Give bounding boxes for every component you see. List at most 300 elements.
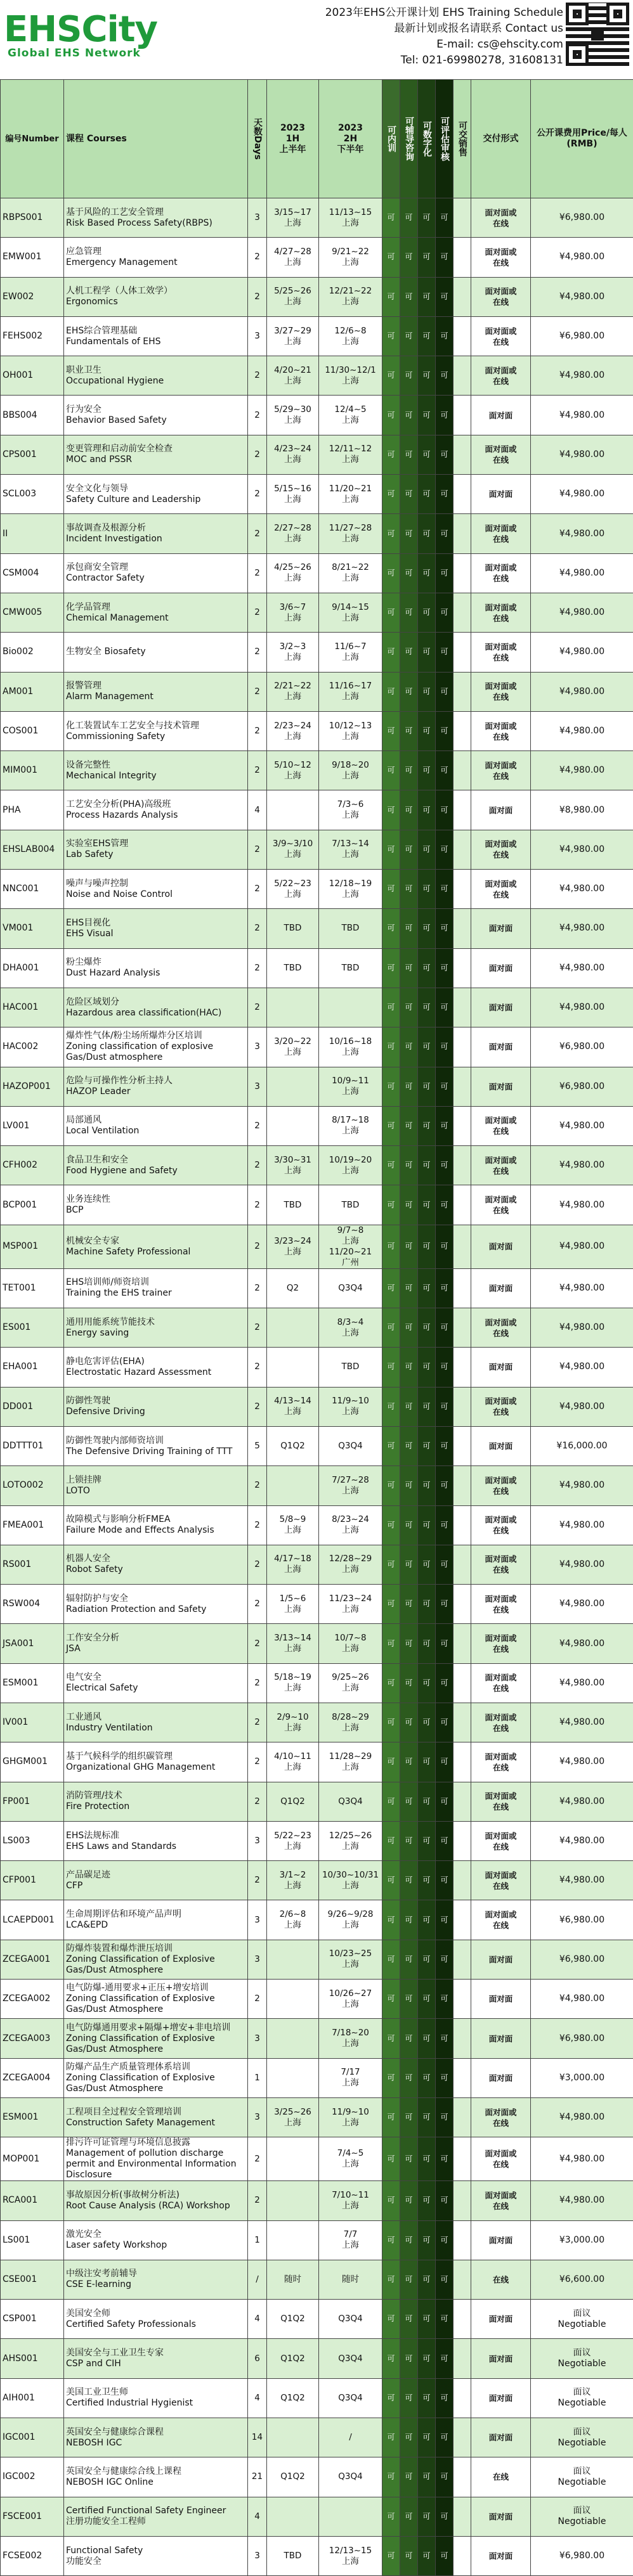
cell-line: 上海	[321, 771, 380, 782]
course-1h-date	[267, 435, 319, 474]
delivery-format	[471, 2220, 531, 2260]
service-flag: 可	[436, 1466, 454, 1505]
cell-line: 面议	[533, 2387, 631, 2398]
service-flag: 可	[400, 1703, 418, 1742]
cell-line: 面议	[533, 2466, 631, 2477]
cell-line: 上海	[269, 1644, 316, 1654]
cell-line: 上海	[321, 1407, 380, 1417]
course-name-en: Certified Safety Professionals	[66, 2319, 245, 2330]
exchange-flag	[454, 1703, 471, 1742]
service-flag: 可	[436, 2058, 454, 2097]
course-2h-date	[319, 514, 382, 553]
table-row	[1, 2536, 633, 2575]
course-2h-date	[319, 1268, 382, 1308]
course-2h-date	[319, 2536, 382, 2575]
cell-line: 12/13~15	[321, 2546, 380, 2556]
cell-line: 在线	[473, 849, 528, 860]
course-1h-date	[267, 2019, 319, 2058]
course-name-cn: 防爆炸装置和爆炸泄压培训	[66, 1943, 245, 1954]
course-2h-date	[319, 1663, 382, 1703]
service-flag: 可	[382, 751, 400, 790]
course-fee	[531, 356, 633, 396]
cell-line: 上海	[269, 297, 316, 307]
course-name	[64, 1980, 248, 2019]
cell-line: ¥4,980.00	[533, 884, 631, 894]
course-fee	[531, 2097, 633, 2137]
service-flag: 可	[418, 1466, 436, 1505]
service-flag: 可	[382, 2019, 400, 2058]
course-code: EHA001	[1, 1348, 64, 1387]
exchange-flag	[454, 633, 471, 672]
table-row	[1, 1225, 633, 1268]
exchange-flag	[454, 1545, 471, 1584]
course-1h-date	[267, 1067, 319, 1106]
cell-line: 10/23~25	[321, 1948, 380, 1959]
cell-line: 面对面	[473, 805, 528, 816]
cell-line: 面对面	[473, 2314, 528, 2324]
delivery-format	[471, 514, 531, 553]
course-name	[64, 593, 248, 632]
course-name	[64, 435, 248, 474]
course-days: 4	[248, 2497, 267, 2536]
contact-tel: Tel: 021-69980278, 31608131	[325, 53, 563, 68]
cell-line: 4/13~14	[269, 1396, 316, 1407]
course-fee	[531, 1703, 633, 1742]
service-flag: 可	[382, 1900, 400, 1940]
cell-line: 上海	[321, 1525, 380, 1536]
service-flag: 可	[418, 435, 436, 474]
h1-year: 2023	[269, 123, 316, 134]
course-2h-date	[319, 1185, 382, 1225]
delivery-format	[471, 1940, 531, 1979]
course-days: 3	[248, 1940, 267, 1979]
course-1h-date	[267, 790, 319, 830]
service-flag: 可	[382, 514, 400, 553]
course-days: 2	[248, 514, 267, 553]
course-fee	[531, 2019, 633, 2058]
course-name	[64, 2300, 248, 2339]
cell-line: 上海	[321, 1881, 380, 1891]
course-name	[64, 2260, 248, 2299]
course-2h-date	[319, 1505, 382, 1545]
delivery-format	[471, 553, 531, 593]
service-flag: 可	[382, 1308, 400, 1348]
course-2h-date	[319, 1106, 382, 1145]
table-row	[1, 396, 633, 435]
service-flag: 可	[436, 2378, 454, 2418]
course-fee	[531, 2260, 633, 2299]
course-days: 2	[248, 1663, 267, 1703]
course-2h-date	[319, 1782, 382, 1821]
course-name-en: Failure Mode and Effects Analysis	[66, 1525, 245, 1536]
service-flag: 可	[400, 633, 418, 672]
table-row	[1, 238, 633, 277]
table-row	[1, 1146, 633, 1185]
cell-line: 1/5~6	[269, 1594, 316, 1604]
service-flag: 可	[418, 316, 436, 356]
cell-line: ¥4,980.00	[533, 963, 631, 974]
exchange-flag	[454, 1585, 471, 1624]
cell-line: 在线	[473, 1723, 528, 1734]
course-name-cn: 防御性驾驶	[66, 1396, 245, 1407]
course-1h-date	[267, 1703, 319, 1742]
course-days: 2	[248, 356, 267, 396]
service-flag: 可	[418, 1980, 436, 2019]
cell-line: 上海	[321, 1328, 380, 1339]
course-name-cn: EHS综合管理基础	[66, 326, 245, 337]
service-flag: 可	[400, 1106, 418, 1145]
cell-line: Q3Q4	[321, 2354, 380, 2364]
service-flag: 可	[382, 553, 400, 593]
course-days: 3	[248, 316, 267, 356]
service-flag: 可	[418, 1861, 436, 1900]
cell-line: 面对面	[473, 1081, 528, 1092]
service-flag: 可	[382, 1027, 400, 1067]
exchange-flag	[454, 1106, 471, 1145]
table-row	[1, 1027, 633, 1067]
table-row	[1, 2058, 633, 2097]
course-1h-date	[267, 593, 319, 632]
exchange-flag	[454, 593, 471, 632]
service-flag: 可	[382, 396, 400, 435]
exchange-flag	[454, 1027, 471, 1067]
cell-line: 面对面或	[473, 1909, 528, 1920]
cell-line: 在线	[473, 1841, 528, 1852]
service-flag: 可	[400, 1146, 418, 1185]
cell-line: 上海	[321, 2038, 380, 2049]
course-code: CFH002	[1, 1146, 64, 1185]
cell-line: 上海	[321, 1047, 380, 1058]
course-1h-date	[267, 1466, 319, 1505]
service-flag: 可	[382, 475, 400, 514]
course-name-cn: 人机工程学（人体工效学）	[66, 286, 245, 297]
service-flag: 可	[436, 1742, 454, 1782]
cell-line: 面对面或	[473, 562, 528, 573]
delivery-format	[471, 1387, 531, 1426]
service-flag: 可	[418, 672, 436, 711]
course-days: 2	[248, 553, 267, 593]
course-fee	[531, 553, 633, 593]
cell-line: 上海	[269, 1407, 316, 1417]
col-header-days: 天数Days	[248, 80, 267, 198]
table-row	[1, 711, 633, 750]
course-1h-date	[267, 514, 319, 553]
service-flag: 可	[400, 2418, 418, 2457]
course-fee	[531, 198, 633, 238]
service-flag: 可	[400, 1585, 418, 1624]
course-1h-date	[267, 1624, 319, 1663]
schedule-table	[0, 79, 633, 2576]
course-code: TET001	[1, 1268, 64, 1308]
course-days: 2	[248, 1505, 267, 1545]
service-flag: 可	[418, 751, 436, 790]
course-code: ZCEGA002	[1, 1980, 64, 2019]
service-flag: 可	[418, 2181, 436, 2220]
cell-line: 3/13~14	[269, 1633, 316, 1644]
cell-line: ¥4,980.00	[533, 1200, 631, 1211]
cell-line: 面议	[533, 2427, 631, 2438]
service-flag: 可	[382, 1624, 400, 1663]
course-name-cn: 危险与可操作性分析主持人	[66, 1076, 245, 1086]
course-fee	[531, 238, 633, 277]
cell-line: 面对面或	[473, 1514, 528, 1525]
cell-line: 上海	[321, 889, 380, 900]
course-days: 2	[248, 909, 267, 948]
course-name	[64, 790, 248, 830]
cell-line: 面对面	[473, 2033, 528, 2044]
course-name-cn: 事故调查及根源分析	[66, 523, 245, 534]
table-row	[1, 2339, 633, 2378]
course-1h-date	[267, 1545, 319, 1584]
service-flag: 可	[400, 356, 418, 396]
service-flag: 可	[436, 1782, 454, 1821]
course-name	[64, 475, 248, 514]
course-fee	[531, 1980, 633, 2019]
table-row	[1, 198, 633, 238]
cell-line: 9/14~15	[321, 602, 380, 613]
course-code: MIM001	[1, 751, 64, 790]
service-flag: 可	[418, 1027, 436, 1067]
exchange-flag	[454, 1185, 471, 1225]
course-name	[64, 672, 248, 711]
table-row	[1, 1980, 633, 2019]
cell-line: 面对面或	[473, 1594, 528, 1604]
course-name	[64, 751, 248, 790]
service-flag: 可	[382, 1387, 400, 1426]
cell-line: 5/22~23	[269, 1831, 316, 1841]
course-fee	[531, 1861, 633, 1900]
course-2h-date	[319, 1703, 382, 1742]
cell-line: 上海	[321, 1166, 380, 1176]
course-name-cn: 应急管理	[66, 247, 245, 257]
cell-line: 面对面或	[473, 602, 528, 613]
delivery-format	[471, 1980, 531, 2019]
delivery-format	[471, 2058, 531, 2097]
course-days: 2	[248, 1387, 267, 1426]
delivery-format	[471, 1027, 531, 1067]
table-row	[1, 1387, 633, 1426]
service-flag: 可	[436, 2019, 454, 2058]
course-2h-date	[319, 2181, 382, 2220]
service-flag: 可	[418, 2300, 436, 2339]
table-row	[1, 277, 633, 316]
cell-line: 11/28~29	[321, 1751, 380, 1762]
course-2h-date	[319, 1900, 382, 1940]
course-2h-date	[319, 1027, 382, 1067]
cell-line: 8/3~4	[321, 1317, 380, 1328]
course-1h-date	[267, 2220, 319, 2260]
course-code: FMEA001	[1, 1505, 64, 1545]
service-flag: 可	[400, 1027, 418, 1067]
cell-line: 上海	[269, 1604, 316, 1615]
course-days: 2	[248, 1624, 267, 1663]
course-fee	[531, 593, 633, 632]
course-2h-date	[319, 790, 382, 830]
cell-line: 2/23~24	[269, 721, 316, 731]
service-flag: 可	[400, 2058, 418, 2097]
course-name	[64, 633, 248, 672]
course-code: JSA001	[1, 1624, 64, 1663]
cell-line: 在线	[473, 573, 528, 584]
service-flag: 可	[436, 514, 454, 553]
course-fee	[531, 1225, 633, 1268]
service-flag: 可	[418, 1268, 436, 1308]
course-days: 4	[248, 2300, 267, 2339]
page-header	[0, 0, 633, 79]
course-code: LCAEPD001	[1, 1900, 64, 1940]
delivery-format	[471, 2536, 531, 2575]
cell-line: 在线	[473, 1920, 528, 1931]
course-fee	[531, 2137, 633, 2181]
course-fee	[531, 1900, 633, 1940]
cell-line: 在线	[473, 2274, 528, 2285]
cell-line: 上海	[321, 454, 380, 465]
course-fee	[531, 2220, 633, 2260]
cell-line: ¥4,980.00	[533, 1717, 631, 1728]
service-flag: 可	[400, 1821, 418, 1860]
service-flag: 可	[418, 277, 436, 316]
table-row	[1, 553, 633, 593]
course-1h-date	[267, 2339, 319, 2378]
service-flag: 可	[382, 2497, 400, 2536]
service-flag: 可	[418, 1624, 436, 1663]
course-code: LV001	[1, 1106, 64, 1145]
course-1h-date	[267, 948, 319, 988]
cell-line: 上海	[321, 297, 380, 307]
course-name	[64, 1545, 248, 1584]
service-flag: 可	[382, 1703, 400, 1742]
delivery-format	[471, 1426, 531, 1465]
course-name	[64, 356, 248, 396]
service-flag: 可	[436, 633, 454, 672]
course-name	[64, 198, 248, 238]
service-flag: 可	[400, 870, 418, 909]
course-name-cn: 化学品管理	[66, 602, 245, 613]
cell-line: 上海	[321, 2201, 380, 2212]
cell-line: 在线	[473, 1604, 528, 1615]
service-flag: 可	[418, 1742, 436, 1782]
cell-line: 上海	[321, 849, 380, 860]
course-name	[64, 870, 248, 909]
course-2h-date	[319, 2097, 382, 2137]
service-flag: 可	[400, 1268, 418, 1308]
exchange-flag	[454, 316, 471, 356]
service-flag: 可	[436, 396, 454, 435]
cell-line: 面对面或	[473, 1554, 528, 1564]
table-row	[1, 988, 633, 1027]
course-days: 4	[248, 790, 267, 830]
delivery-format	[471, 1861, 531, 1900]
cell-line: Q2	[269, 1283, 316, 1294]
cell-line: Q1Q2	[269, 2471, 316, 2482]
course-days: 3	[248, 2019, 267, 2058]
service-flag: 可	[382, 1980, 400, 2019]
exchange-flag	[454, 2058, 471, 2097]
course-2h-date	[319, 830, 382, 869]
course-code: ESM001	[1, 1663, 64, 1703]
cell-line: 上海	[269, 652, 316, 663]
delivery-format	[471, 1466, 531, 1505]
course-code: BBS004	[1, 396, 64, 435]
cell-line: 上海	[269, 415, 316, 426]
cell-line: 11/16~17	[321, 681, 380, 692]
cell-line: ¥4,980.00	[533, 489, 631, 499]
service-flag: 可	[436, 870, 454, 909]
cell-line: 上海	[321, 1126, 380, 1137]
exchange-flag	[454, 1466, 471, 1505]
cell-line: Q1Q2	[269, 2393, 316, 2404]
course-code: CPS001	[1, 435, 64, 474]
table-row	[1, 672, 633, 711]
cell-line: TBD	[321, 923, 380, 934]
course-2h-date	[319, 1980, 382, 2019]
ehscity-logo: EHSCity	[4, 9, 157, 50]
cell-line: 面对面	[473, 489, 528, 499]
cell-line: 在线	[473, 1762, 528, 1773]
delivery-format	[471, 1663, 531, 1703]
cell-line: 在线	[473, 1486, 528, 1497]
cell-line: 上海	[321, 810, 380, 821]
cell-line: 在线	[473, 692, 528, 702]
cell-line: 上海	[321, 1486, 380, 1497]
service-flag: 可	[400, 2220, 418, 2260]
course-code: ZCEGA001	[1, 1940, 64, 1979]
h1-label: 1H	[269, 134, 316, 145]
service-flag: 可	[382, 790, 400, 830]
service-flag: 可	[436, 711, 454, 750]
delivery-format	[471, 1585, 531, 1624]
cell-line: Q3Q4	[321, 1796, 380, 1807]
delivery-format	[471, 1742, 531, 1782]
course-fee	[531, 672, 633, 711]
course-name-en: Construction Safety Management	[66, 2118, 245, 2128]
course-days: 2	[248, 1782, 267, 1821]
course-name-cn: 电气防爆通用要求+隔爆+增安+非电培训	[66, 2023, 245, 2033]
delivery-format	[471, 2418, 531, 2457]
service-flag: 可	[436, 238, 454, 277]
delivery-format	[471, 1185, 531, 1225]
cell-line: 面对面或	[473, 1317, 528, 1328]
course-name-cn: 事故原因分析(事故树分析法)	[66, 2190, 245, 2201]
service-flag: 可	[436, 1663, 454, 1703]
service-flag: 可	[382, 2418, 400, 2457]
course-2h-date	[319, 909, 382, 948]
cell-line: 面对面或	[473, 1672, 528, 1683]
cell-line: 上海	[269, 1841, 316, 1852]
course-2h-date	[319, 277, 382, 316]
course-fee	[531, 1742, 633, 1782]
course-days: 2	[248, 238, 267, 277]
table-row	[1, 1624, 633, 1663]
service-flag: 可	[418, 1940, 436, 1979]
service-flag: 可	[400, 790, 418, 830]
cell-line: ¥4,980.00	[533, 1002, 631, 1013]
course-2h-date	[319, 2378, 382, 2418]
service-flag: 可	[400, 238, 418, 277]
course-name	[64, 316, 248, 356]
course-name	[64, 1466, 248, 1505]
course-name-cn: 工业通风	[66, 1712, 245, 1723]
cell-line: 上海	[321, 692, 380, 702]
course-2h-date	[319, 1146, 382, 1185]
service-flag: 可	[418, 2019, 436, 2058]
course-name	[64, 1268, 248, 1308]
service-flag: 可	[400, 1663, 418, 1703]
course-name-en: Risk Based Process Safety(RBPS)	[66, 218, 245, 229]
course-fee	[531, 830, 633, 869]
cell-line: 11/27~28	[321, 523, 380, 534]
cell-line: 上海	[321, 494, 380, 505]
